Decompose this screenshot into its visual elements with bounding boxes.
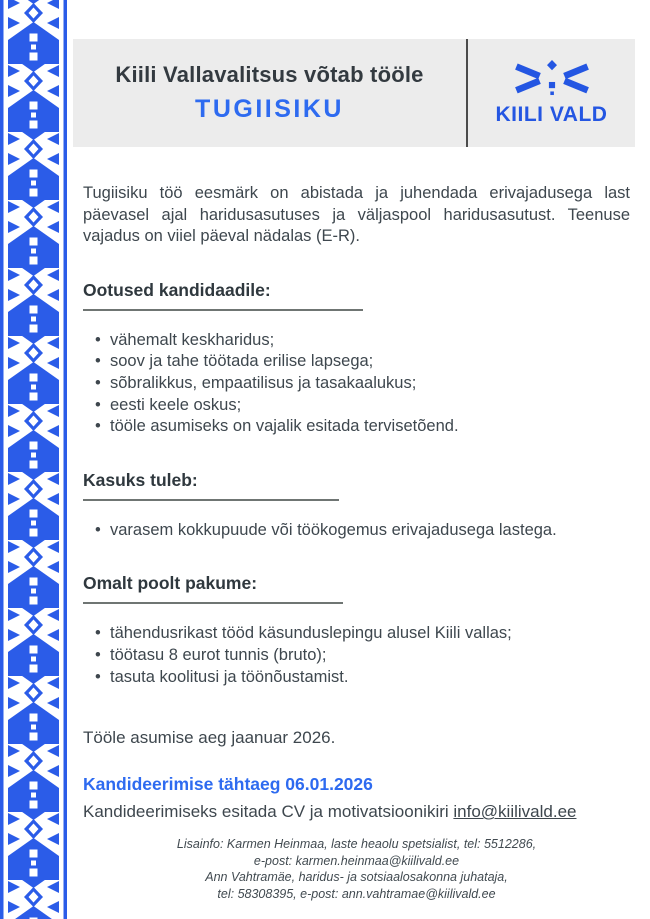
apply-email-link[interactable]: info@kiilivald.ee xyxy=(453,802,577,822)
list-item: • eesti keele oskus; xyxy=(95,395,630,417)
contact-footer xyxy=(83,836,630,902)
list-item: • tööle asumiseks on vajalik esitada tervisetõend. xyxy=(95,416,630,438)
list-item: • tähendusrikast tööd käsunduslepingu alusel Kiili vallas; xyxy=(95,623,630,645)
apply-instruction: Kandideerimiseks esitada CV ja motivatsioonikiri xyxy=(83,802,454,822)
footer-line: Lisainfo: Karmen Heinmaa, laste heaolu spetsialist, tel: 5512286, xyxy=(176,837,537,852)
document-content xyxy=(73,0,635,902)
advantage-list xyxy=(83,520,630,542)
folk-pattern-icon xyxy=(0,0,67,919)
intro-paragraph: Tugiisiku töö eesmärk on abistada ja juhendada erivajadusega last päevasel ajal haridusasutuses ja väljaspool haridusasutust. Teenuse vajadus on viiel päeval nädalas (E-R). xyxy=(83,184,630,246)
dragonfly-logo-icon xyxy=(514,60,590,98)
start-date-line: Tööle asumise aeg jaanuar 2026. xyxy=(83,728,336,748)
logo-wordmark: KIILI VALD xyxy=(495,102,608,126)
apply-line xyxy=(83,802,630,822)
page-title: Kiili Vallavalitsus võtab tööle xyxy=(115,62,424,87)
section-heading-advantage: Kasuks tuleb: xyxy=(83,470,339,501)
section-heading-offer: Omalt poolt pakume: xyxy=(83,573,343,604)
list-item: • vähemalt keskharidus; xyxy=(95,330,630,352)
offer-list xyxy=(83,623,630,688)
footer-line: tel: 58308395, e-post: ann.vahtramae@kiilivald.ee xyxy=(217,886,496,901)
list-item: • sõbralikkus, empaatilisus ja tasakaalukus; xyxy=(95,373,630,395)
header xyxy=(73,39,635,147)
logo-block xyxy=(468,39,635,147)
job-title: TUGIISIKU xyxy=(195,95,344,123)
header-title-block xyxy=(73,39,466,147)
main-body xyxy=(73,183,635,902)
footer-line: Ann Vahtramäe, haridus- ja sotsiaalosakonna juhataja, xyxy=(205,870,508,885)
deadline-line: Kandideerimise tähtaeg 06.01.2026 xyxy=(83,774,373,795)
footer-line: e-post: karmen.heinmaa@kiilivald.ee xyxy=(253,853,460,868)
expectations-list xyxy=(83,330,630,438)
list-item: • tasuta koolitusi ja töönõustamist. xyxy=(95,667,630,689)
list-item: • varasem kokkupuude või töökogemus erivajadusega lastega. xyxy=(95,520,630,542)
list-item: • soov ja tahe töötada erilise lapsega; xyxy=(95,351,630,373)
folk-pattern-border xyxy=(0,0,67,919)
list-item: • töötasu 8 eurot tunnis (bruto); xyxy=(95,645,630,667)
section-heading-expectations: Ootused kandidaadile: xyxy=(83,280,363,311)
